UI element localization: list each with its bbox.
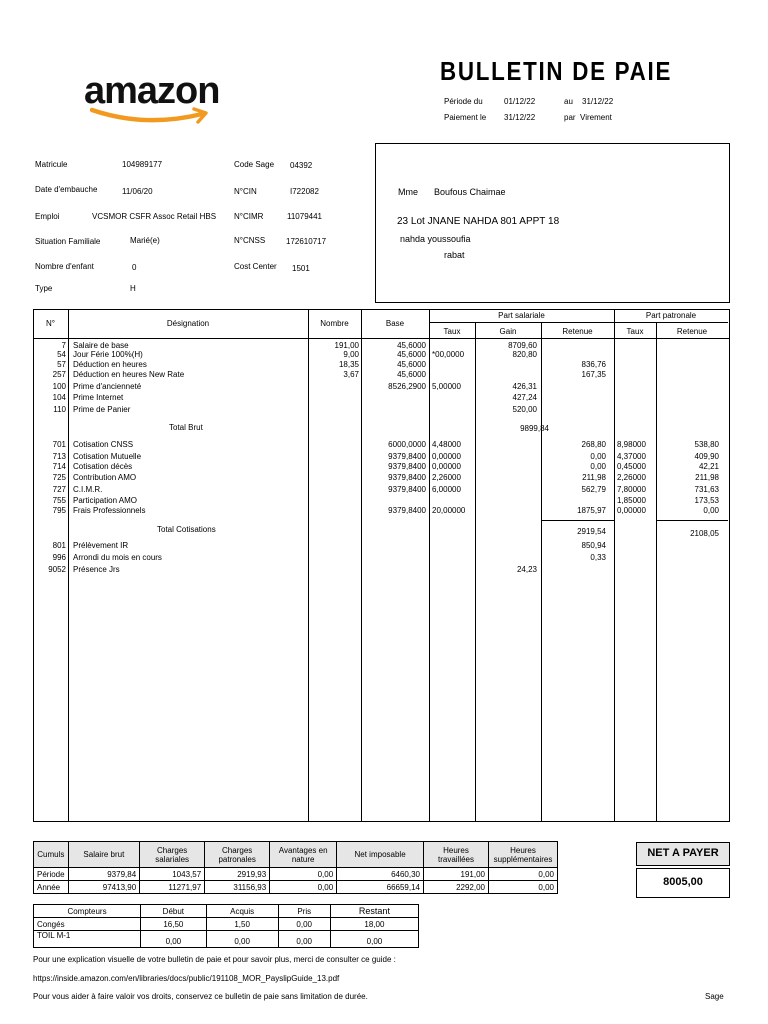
row-retenue: 562,79 (581, 485, 606, 494)
type-value: H (130, 284, 136, 293)
row-base: 45,6000 (397, 360, 426, 369)
address-line-1: 23 Lot JNANE NAHDA 801 APPT 18 (397, 216, 560, 227)
situation-value: Marié(e) (130, 236, 160, 245)
compteurs-cell: 0,00 (206, 931, 278, 948)
cumuls-header: Charges salariales (140, 842, 205, 868)
cumuls-cell: 66659,14 (337, 881, 424, 894)
row-retenue: 0,00 (590, 462, 606, 471)
footer-sage: Sage (705, 992, 724, 1001)
total-cotisations-patronale: 2108,05 (690, 529, 719, 538)
compteurs-cell: 0,00 (141, 931, 207, 948)
row-taux-patronal: 7,80000 (617, 485, 646, 494)
cumuls-header: Cumuls (34, 842, 69, 868)
row-designation: Cotisation CNSS (73, 440, 134, 449)
par-value: Virement (580, 113, 612, 122)
row-retenue-patronal: 0,00 (703, 506, 719, 515)
row-taux-patronal: 4,37000 (617, 452, 646, 461)
row-nombre: 18,35 (338, 360, 359, 369)
row-retenue: 850,94 (581, 541, 606, 550)
compteurs-row (34, 918, 419, 931)
header-part-salariale: Part salariale (498, 311, 545, 320)
row-no: 795 (52, 506, 66, 515)
row-base: 9379,8400 (388, 473, 426, 482)
header-retenue: Retenue (562, 327, 593, 336)
footer-conservation-text: Pour vous aider à faire valoir vos droits, conservez ce bulletin de paie sans limitation de durée. (33, 992, 368, 1001)
row-gain: 520,00 (512, 405, 537, 414)
cumuls-cell: 2292,00 (424, 881, 489, 894)
row-designation: Cotisation Mutuelle (73, 452, 142, 461)
header-base: Base (385, 319, 405, 328)
code-sage-value: 04392 (290, 161, 313, 170)
compteurs-table (33, 904, 419, 948)
row-no: 7 (61, 341, 66, 350)
cumuls-header: Avantages en nature (270, 842, 337, 868)
row-taux-patronal: 8,98000 (617, 440, 646, 449)
row-base: 45,6000 (397, 350, 426, 359)
row-retenue-patronal: 211,98 (695, 473, 719, 482)
row-taux: 0,00000 (432, 462, 461, 471)
row-designation: Prélèvement IR (73, 541, 129, 550)
emploi-label: Emploi (35, 212, 60, 221)
address-line-3: rabat (444, 250, 465, 260)
cost-center-label: Cost Center (234, 262, 277, 271)
row-taux: 0,00000 (432, 452, 461, 461)
cumuls-header: Heures travaillées (424, 842, 489, 868)
row-retenue: 836,76 (581, 360, 606, 369)
row-taux-patronal: 1,85000 (617, 496, 646, 505)
row-retenue: 0,33 (590, 553, 606, 562)
cumuls-cell: Période (34, 868, 69, 881)
cumuls-cell: 0,00 (489, 881, 558, 894)
row-retenue: 268,80 (581, 440, 606, 449)
compteurs-cell: 1,50 (206, 918, 278, 931)
header-gain: Gain (499, 327, 517, 336)
row-nombre: 191,00 (334, 341, 359, 350)
row-designation: Contribution AMO (73, 473, 137, 482)
header-taux-patronal: Taux (626, 327, 644, 336)
cumuls-table (33, 841, 558, 894)
row-designation: Présence Jrs (73, 565, 120, 574)
row-designation: Cotisation décès (73, 462, 133, 471)
row-base: 6000,0000 (388, 440, 426, 449)
embauche-value: 11/06/20 (122, 187, 153, 196)
row-base: 9379,8400 (388, 506, 426, 515)
total-cotisations-label: Total Cotisations (157, 525, 216, 534)
enfants-label: Nombre d'enfant (35, 262, 94, 271)
row-base: 9379,8400 (388, 452, 426, 461)
cin-value: I722082 (290, 187, 319, 196)
compteurs-cell: 18,00 (330, 918, 418, 931)
cumuls-header: Salaire brut (68, 842, 140, 868)
row-nombre: 9,00 (343, 350, 359, 359)
compteurs-header: Acquis (206, 905, 278, 918)
code-sage-label: Code Sage (234, 160, 275, 169)
row-retenue: 167,35 (581, 370, 606, 379)
compteurs-cell: 0,00 (278, 931, 330, 948)
row-no: 996 (52, 553, 66, 562)
cumuls-cell: 11271,97 (140, 881, 205, 894)
cumuls-cell: 191,00 (424, 868, 489, 881)
cumuls-cell: 0,00 (489, 868, 558, 881)
emploi-value: VCSMOR CSFR Assoc Retail HBS (92, 212, 217, 221)
row-base: 9379,8400 (388, 485, 426, 494)
row-retenue-patronal: 173,53 (694, 496, 719, 505)
cumuls-row (34, 868, 558, 881)
smile-arrow-icon (90, 106, 220, 128)
row-no: 701 (52, 440, 66, 449)
row-no: 104 (52, 393, 66, 402)
row-base: 8526,2900 (388, 382, 426, 391)
par-label: par (564, 113, 576, 122)
compteurs-row (34, 931, 419, 948)
cumuls-row (34, 881, 558, 894)
cin-label: N°CIN (234, 187, 257, 196)
row-nombre: 3,67 (343, 370, 359, 379)
address-line-2: nahda youssoufia (400, 234, 471, 244)
row-designation: C.I.M.R. (73, 485, 103, 494)
compteurs-cell: TOIL M-1 (34, 931, 141, 948)
periode-from: 01/12/22 (504, 97, 536, 106)
net-label: NET A PAYER (647, 847, 719, 859)
row-retenue: 1875,97 (577, 506, 606, 515)
row-no: 110 (53, 405, 66, 414)
row-taux: 2,26000 (432, 473, 461, 482)
cumuls-cell: 2919,93 (205, 868, 270, 881)
row-no: 57 (57, 360, 66, 369)
compteurs-cell: Congés (34, 918, 141, 931)
row-gain: 426,31 (512, 382, 537, 391)
header-no: N° (46, 319, 55, 328)
cumuls-cell: 9379,84 (68, 868, 140, 881)
row-no: 725 (52, 473, 66, 482)
row-no: 801 (52, 541, 66, 550)
compteurs-header: Restant (330, 905, 418, 918)
row-retenue-patronal: 731,63 (694, 485, 719, 494)
cumuls-header: Heures supplémentaires (489, 842, 558, 868)
row-retenue: 211,98 (582, 473, 606, 482)
row-designation: Jour Férie 100%(H) (73, 350, 143, 359)
cnss-label: N°CNSS (234, 236, 266, 245)
header-nombre: Nombre (320, 319, 349, 328)
cumuls-header: Net imposable (337, 842, 424, 868)
cumuls-cell: 31156,93 (205, 881, 270, 894)
periode-to: 31/12/22 (582, 97, 614, 106)
row-gain: 820,80 (512, 350, 537, 359)
row-designation: Arrondi du mois en cours (73, 553, 162, 562)
row-retenue-patronal: 538,80 (694, 440, 719, 449)
row-taux-patronal: 2,26000 (617, 473, 646, 482)
row-no: 100 (52, 382, 66, 391)
row-taux: *00,0000 (432, 350, 465, 359)
row-gain: 8709,60 (508, 341, 537, 350)
civilite: Mme (398, 187, 418, 197)
header-taux: Taux (443, 327, 461, 336)
row-base: 9379,8400 (388, 462, 426, 471)
row-retenue: 0,00 (590, 452, 606, 461)
embauche-label: Date d'embauche (35, 185, 98, 194)
au-label: au (564, 97, 573, 106)
total-brut-label: Total Brut (169, 423, 203, 432)
compteurs-header: Début (141, 905, 207, 918)
row-designation: Frais Professionnels (73, 506, 146, 515)
cumuls-header: Charges patronales (205, 842, 270, 868)
cumuls-cell: 6460,30 (337, 868, 424, 881)
net-value: 8005,00 (663, 876, 703, 888)
row-taux: 4,48000 (432, 440, 461, 449)
row-gain: 24,23 (516, 565, 537, 574)
compteurs-header-row (34, 905, 419, 918)
matricule-value: 104989177 (122, 160, 163, 169)
row-no: 9052 (48, 565, 66, 574)
row-base: 45,6000 (397, 370, 426, 379)
type-label: Type (35, 284, 53, 293)
compteurs-cell: 0,00 (330, 931, 418, 948)
cumuls-cell: 0,00 (270, 881, 337, 894)
row-designation: Prime de Panier (73, 405, 131, 414)
footer-guide-link[interactable]: https://inside.amazon.com/en/libraries/docs/public/191108_MOR_PayslipGuide_13.pdf (33, 974, 340, 983)
amazon-logo (84, 70, 234, 124)
cumuls-cell: 1043,57 (140, 868, 205, 881)
row-designation: Participation AMO (73, 496, 138, 505)
cumuls-cell: Année (34, 881, 69, 894)
row-designation: Déduction en heures (73, 360, 147, 369)
cimr-value: 11079441 (287, 212, 322, 221)
row-no: 714 (52, 462, 66, 471)
row-designation: Déduction en heures New Rate (73, 370, 185, 379)
row-taux: 6,00000 (432, 485, 461, 494)
compteurs-cell: 0,00 (278, 918, 330, 931)
row-designation: Salaire de base (73, 341, 129, 350)
logo-text: amazon (84, 70, 220, 112)
page-title: BULLETIN DE PAIE (440, 56, 673, 86)
employee-name: Boufous Chaimae (434, 187, 506, 197)
paiement-label: Paiement le (444, 113, 487, 122)
compteurs-cell: 16,50 (141, 918, 207, 931)
row-no: 257 (52, 370, 66, 379)
total-brut-value: 9899,84 (520, 424, 549, 433)
compteurs-header: Pris (278, 905, 330, 918)
row-no: 755 (52, 496, 66, 505)
row-no: 54 (57, 350, 66, 359)
row-taux-patronal: 0,45000 (617, 462, 646, 471)
header-designation: Désignation (166, 319, 210, 328)
row-taux-patronal: 0,00000 (617, 506, 646, 515)
row-no: 713 (52, 452, 66, 461)
footer-guide-text: Pour une explication visuelle de votre bulletin de paie et pour savoir plus, merci de consulter ce guide : (33, 955, 396, 964)
row-no: 727 (52, 485, 66, 494)
situation-label: Situation Familiale (35, 237, 101, 246)
matricule-label: Matricule (35, 160, 68, 169)
row-designation: Prime d'ancienneté (73, 382, 142, 391)
paiement-date: 31/12/22 (504, 113, 536, 122)
cumuls-cell: 0,00 (270, 868, 337, 881)
header-retenue-patronal: Retenue (676, 327, 708, 336)
cost-center-value: 1501 (292, 264, 310, 273)
total-cotisations-salariale: 2919,54 (577, 527, 606, 536)
header-part-patronale: Part patronale (645, 311, 697, 320)
row-gain: 427,24 (512, 393, 537, 402)
compteurs-header: Compteurs (34, 905, 141, 918)
cumuls-header-row (34, 842, 558, 868)
row-taux: 5,00000 (432, 382, 461, 391)
cimr-label: N°CIMR (234, 212, 264, 221)
row-retenue-patronal: 42,21 (698, 462, 719, 471)
cumuls-cell: 97413,90 (68, 881, 140, 894)
row-designation: Prime Internet (73, 393, 124, 402)
periode-label: Période du (444, 97, 483, 106)
row-retenue-patronal: 409,90 (694, 452, 719, 461)
cnss-value: 172610717 (286, 237, 327, 246)
row-taux: 20,00000 (432, 506, 466, 515)
enfants-value: 0 (132, 263, 137, 272)
row-base: 45,6000 (397, 341, 426, 350)
